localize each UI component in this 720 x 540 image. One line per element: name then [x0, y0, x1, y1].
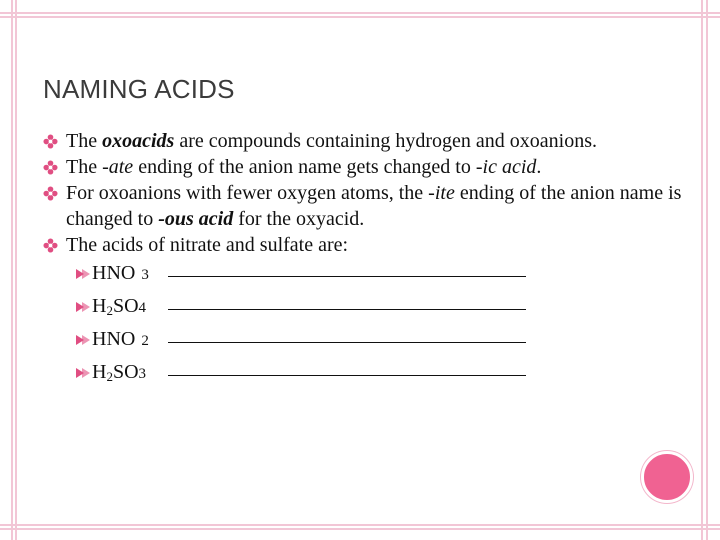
bullet-item: For oxoanions with fewer oxygen atoms, the -ite ending of the anion name is changed to -ous acid for the oxyacid. — [43, 180, 683, 232]
border-line — [0, 528, 720, 530]
bullet-item: The -ate ending of the anion name gets changed to -ic acid. — [43, 154, 683, 180]
formula-item — [43, 291, 683, 324]
border-line — [701, 0, 703, 540]
formula-item — [43, 324, 683, 357]
arrow-icon — [76, 367, 90, 379]
formula-item — [43, 258, 683, 291]
border-line — [0, 12, 720, 14]
answer-blank — [168, 341, 526, 343]
border-line — [0, 524, 720, 526]
answer-blank — [168, 308, 526, 310]
flower-icon — [43, 160, 58, 175]
border-line — [706, 0, 708, 540]
decorative-circle — [641, 451, 693, 503]
answer-blank — [168, 374, 526, 376]
flower-icon — [43, 238, 58, 253]
slide-title: NAMING ACIDS — [43, 74, 235, 104]
bullet-item: The acids of nitrate and sulfate are: — [43, 232, 683, 258]
formula-item — [43, 357, 683, 390]
formula: HNO 3 — [92, 262, 149, 284]
arrow-icon — [76, 268, 90, 280]
flower-icon — [43, 186, 58, 201]
answer-blank — [168, 275, 526, 277]
arrow-icon — [76, 301, 90, 313]
flower-icon — [43, 134, 58, 149]
formula: $H_2SO3$ — [92, 361, 147, 384]
border-line — [11, 0, 13, 540]
border-line — [15, 0, 17, 540]
formula: $H_2SO4$ — [92, 295, 147, 318]
arrow-icon — [76, 334, 90, 346]
formula: HNO 2 — [92, 328, 149, 350]
bullet-list — [43, 128, 683, 390]
border-line — [0, 16, 720, 18]
bullet-item: The oxoacids are compounds containing hydrogen and oxoanions. — [43, 128, 683, 154]
